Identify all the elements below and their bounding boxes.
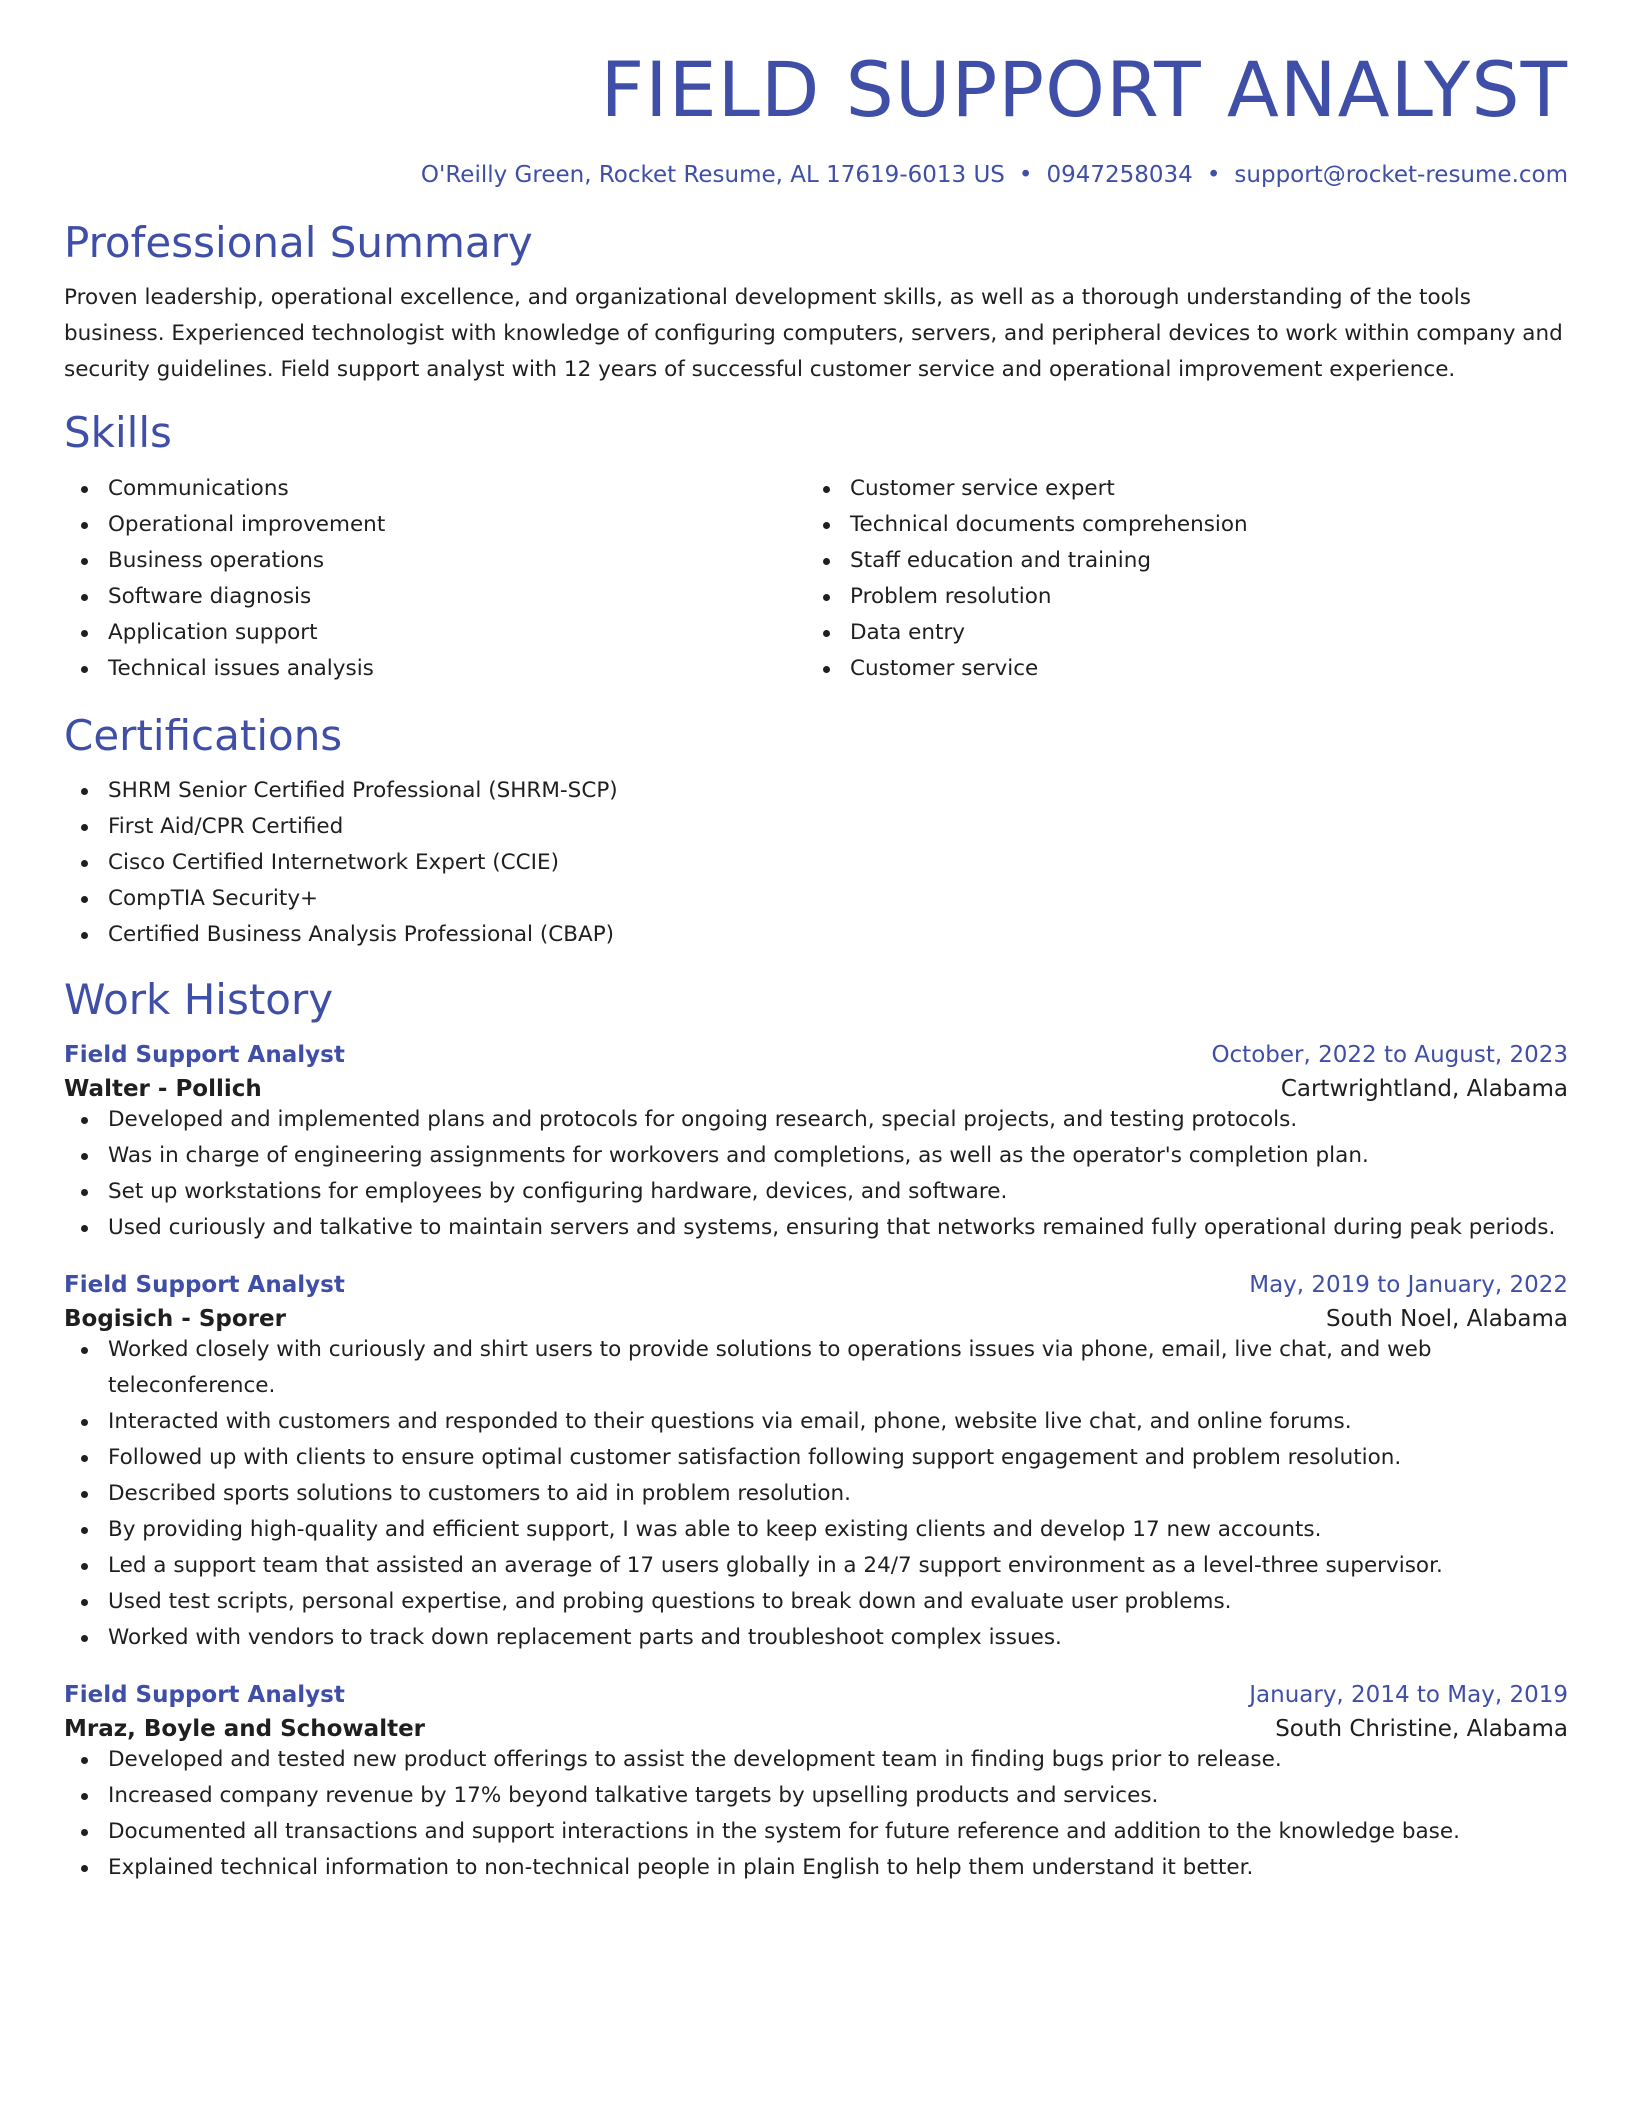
skill-item: Data entry (806, 615, 1548, 651)
job-location: Cartwrightland, Alabama (1280, 1075, 1568, 1102)
job-bullet: Followed up with clients to ensure optimal customer satisfaction following support engagement and problem resolution. (64, 1440, 1568, 1476)
certification-item: Certified Business Analysis Professional (CBAP) (64, 917, 1568, 953)
skill-item: Technical documents comprehension (806, 507, 1548, 543)
contact-email[interactable]: support@rocket-resume.com (1234, 162, 1568, 188)
job-responsibilities (64, 1332, 1568, 1656)
skill-item: Application support (64, 615, 806, 651)
skills-list (64, 471, 1568, 687)
resume-page (64, 45, 1568, 1886)
job-dates: January, 2014 to May, 2019 (1249, 1681, 1568, 1708)
job-bullet: Developed and tested new product offerings to assist the development team in finding bugs prior to release. (64, 1742, 1568, 1778)
job-bullet: Used curiously and talkative to maintain servers and systems, ensuring that networks remained fully operational during peak periods. (64, 1210, 1568, 1246)
skill-item: Staff education and training (806, 543, 1548, 579)
skill-item: Operational improvement (64, 507, 806, 543)
contact-address: O'Reilly Green, Rocket Resume, AL 17619-6013 US (420, 162, 1005, 188)
skill-item: Customer service expert (806, 471, 1548, 507)
job-responsibilities (64, 1742, 1568, 1886)
skill-item: Business operations (64, 543, 806, 579)
job-bullet: Was in charge of engineering assignments for workovers and completions, as well as the operator's completion plan. (64, 1138, 1568, 1174)
job-location: South Christine, Alabama (1275, 1715, 1568, 1742)
summary-text: Proven leadership, operational excellence, and organizational development skills, as well as a thorough understanding of the tools business. Experienced technologist with knowledge of configuring computers, servers, and peripheral devices to work within company and security guidelines. Field support analyst with 12 years of successful customer service and operational improvement experience. (64, 285, 1563, 383)
job-bullet: By providing high-quality and efficient support, I was able to keep existing clients and develop 17 new accounts. (64, 1512, 1568, 1548)
job-entry (64, 1272, 1568, 1656)
job-title: Field Support Analyst (64, 1271, 345, 1298)
job-bullet: Worked closely with curiously and shirt users to provide solutions to operations issues via phone, email, live chat, and web teleconference. (64, 1332, 1568, 1404)
skill-item: Technical issues analysis (64, 651, 806, 687)
job-bullet: Documented all transactions and support interactions in the system for future reference and addition to the knowledge base. (64, 1814, 1568, 1850)
certification-item: First Aid/CPR Certified (64, 809, 1568, 845)
skill-item: Customer service (806, 651, 1548, 687)
job-dates: October, 2022 to August, 2023 (1211, 1041, 1568, 1068)
job-location: South Noel, Alabama (1325, 1305, 1568, 1332)
certification-item: SHRM Senior Certified Professional (SHRM-SCP) (64, 773, 1568, 809)
skill-item: Problem resolution (806, 579, 1548, 615)
job-entry (64, 1042, 1568, 1246)
certification-item: CompTIA Security+ (64, 881, 1568, 917)
certifications-list (64, 773, 1568, 953)
contact-line (64, 162, 1568, 188)
job-responsibilities (64, 1102, 1568, 1246)
job-company: Mraz, Boyle and Schowalter (64, 1715, 426, 1742)
certification-item: Cisco Certified Internetwork Expert (CCIE) (64, 845, 1568, 881)
job-bullet: Described sports solutions to customers to aid in problem resolution. (64, 1476, 1568, 1512)
resume-name-title: FIELD SUPPORT ANALYST (600, 45, 1568, 134)
job-bullet: Explained technical information to non-technical people in plain English to help them understand it better. (64, 1850, 1568, 1886)
skills-column-right (806, 471, 1548, 687)
job-company: Walter - Pollich (64, 1075, 262, 1102)
summary-heading: Professional Summary (64, 218, 533, 267)
job-dates: May, 2019 to January, 2022 (1249, 1271, 1568, 1298)
contact-phone[interactable]: 0947258034 (1046, 162, 1193, 188)
contact-separator: • (1206, 162, 1221, 188)
contact-separator: • (1018, 162, 1033, 188)
job-entry (64, 1682, 1568, 1886)
skills-heading: Skills (64, 408, 172, 458)
job-bullet: Used test scripts, personal expertise, and probing questions to break down and evaluate user problems. (64, 1584, 1568, 1620)
skill-item: Software diagnosis (64, 579, 806, 615)
job-bullet: Worked with vendors to track down replacement parts and troubleshoot complex issues. (64, 1620, 1568, 1656)
job-bullet: Developed and implemented plans and protocols for ongoing research, special projects, and testing protocols. (64, 1102, 1568, 1138)
skill-item: Communications (64, 471, 806, 507)
job-bullet: Set up workstations for employees by configuring hardware, devices, and software. (64, 1174, 1568, 1210)
skills-column-left (64, 471, 806, 687)
job-title: Field Support Analyst (64, 1681, 345, 1708)
job-bullet: Interacted with customers and responded to their questions via email, phone, website live chat, and online forums. (64, 1404, 1568, 1440)
work-history-heading: Work History (64, 975, 334, 1025)
job-bullet: Increased company revenue by 17% beyond talkative targets by upselling products and services. (64, 1778, 1568, 1814)
certifications-heading: Certifications (64, 710, 343, 760)
job-title: Field Support Analyst (64, 1041, 345, 1068)
job-company: Bogisich - Sporer (64, 1305, 286, 1332)
job-bullet: Led a support team that assisted an average of 17 users globally in a 24/7 support environment as a level-three supervisor. (64, 1548, 1568, 1584)
